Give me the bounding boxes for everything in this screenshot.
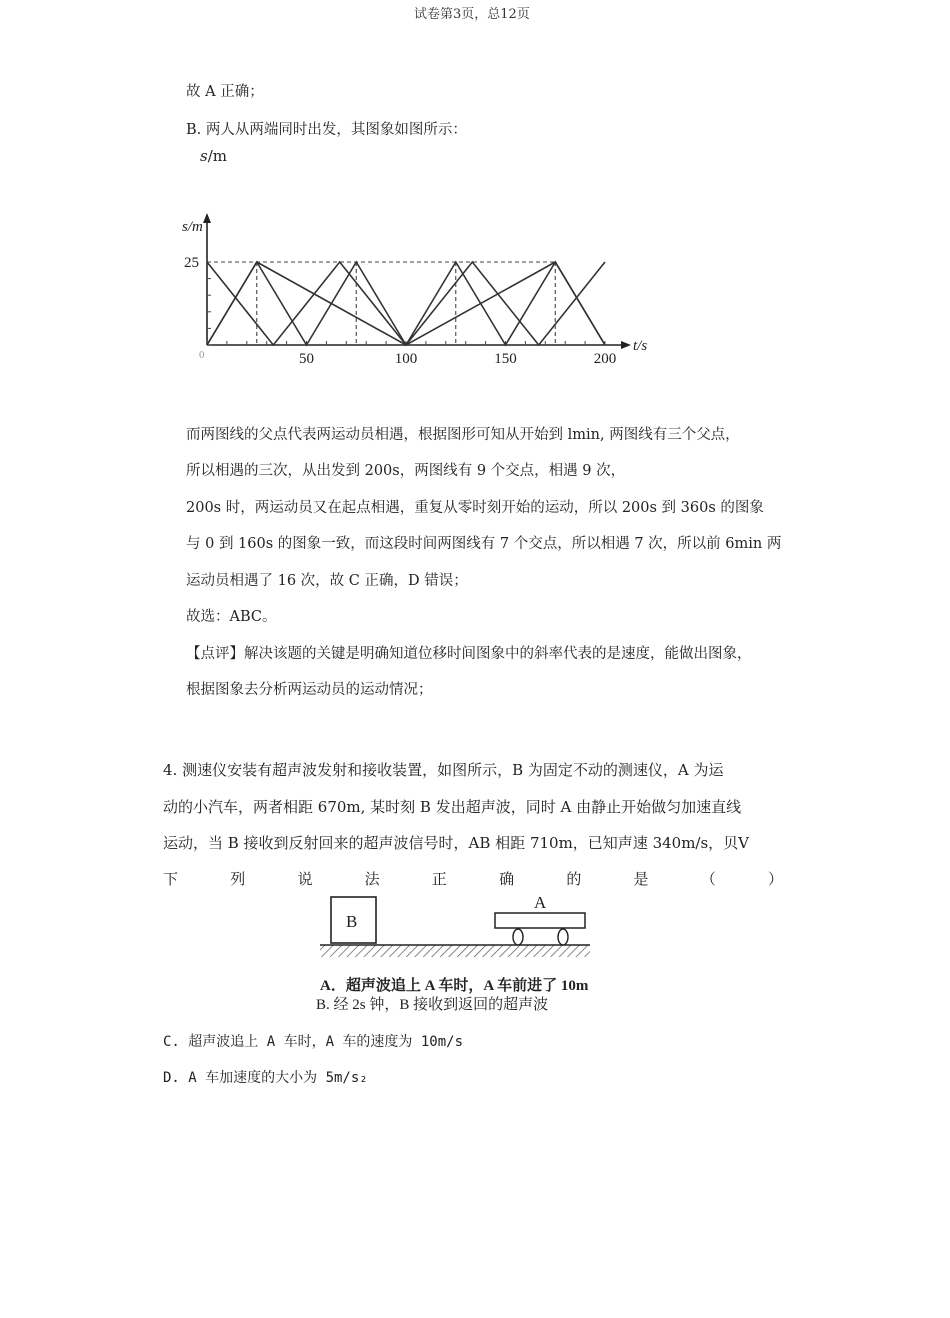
option-d: D. A 车加速度的大小为 5m/s₂ bbox=[163, 1070, 368, 1086]
spread-char: 确 bbox=[499, 870, 515, 888]
option-b: B. 经 2s 钟，B 接收到返回的超声波 bbox=[316, 997, 549, 1013]
spread-char: 法 bbox=[364, 870, 380, 888]
x-tick-label: 150 bbox=[494, 351, 517, 367]
x-tick-label: 200 bbox=[593, 351, 617, 367]
q4-stem-4 bbox=[163, 868, 783, 889]
ground-hatch bbox=[320, 945, 590, 957]
q3-para-6: 故选：ABC。 bbox=[186, 609, 277, 625]
spread-char: 正 bbox=[431, 870, 447, 888]
q3-para-1: 而两图线的父点代表两运动员相遇，根据图形可知从开始到 lmin, 两图线有三个父点， bbox=[186, 427, 740, 443]
car-a-body bbox=[495, 913, 585, 928]
series-line-2 bbox=[207, 262, 605, 345]
origin-label: 0 bbox=[199, 349, 205, 361]
y-tick-label: 25 bbox=[184, 255, 199, 271]
x-tick-label: 50 bbox=[299, 351, 314, 367]
car-a-wheel bbox=[513, 929, 523, 945]
x-axis-arrow bbox=[621, 341, 631, 349]
car-a-label: A bbox=[534, 893, 547, 912]
spread-char: 的 bbox=[566, 870, 582, 888]
series-line-1 bbox=[207, 262, 605, 345]
spread-char: ） bbox=[767, 870, 783, 888]
spread-char: 是 bbox=[633, 870, 649, 888]
q4-stem-1: 4. 测速仪安装有超声波发射和接收装置，如图所示，B 为固定不动的测速仪，A 为运 bbox=[163, 761, 724, 779]
car-speedometer-figure bbox=[318, 892, 593, 964]
option-c: C. 超声波追上 A 车时，A 车的速度为 10m/s bbox=[163, 1034, 464, 1050]
q3-para-3: 200s 时，两运动员又在起点相遇，重复从零时刻开始的运动，所以 200s 到 360s 的图象 bbox=[186, 500, 764, 516]
spread-char: 列 bbox=[230, 870, 246, 888]
page-header: 试卷第3页，总12页 bbox=[414, 7, 530, 22]
q3-comment-1: 【点评】解决该题的关键是明确知道位移时间图象中的斜率代表的是速度，能做出图象， bbox=[186, 646, 752, 662]
x-tick-label: 100 bbox=[394, 351, 418, 367]
x-axis-label: t/s bbox=[633, 338, 648, 354]
q4-stem-3: 运动，当 B 接收到反射回来的超声波信号时，AB 相距 710m，已知声速 340m/s，贝V bbox=[163, 834, 750, 852]
spread-char: 说 bbox=[297, 870, 313, 888]
q3-para-4: 与 0 到 160s 的图象一致，而这段时间两图线有 7 个交点，所以相遇 7 次，所以前 6min 两 bbox=[186, 536, 782, 552]
top-axis-label: s/m bbox=[200, 147, 227, 165]
spread-char: 下 bbox=[163, 870, 179, 888]
q4-stem-2: 动的小汽车，两者相距 670m, 某时刻 B 发出超声波，同时 A 由静止开始做匀加速直线 bbox=[163, 798, 742, 816]
car-a-wheel bbox=[558, 929, 568, 945]
q3-line-a: 故 A 正确； bbox=[186, 84, 264, 100]
spread-char: （ bbox=[700, 870, 716, 888]
q3-para-2: 所以相遇的三次，从出发到 200s，两图线有 9 个交点，相遇 9 次， bbox=[186, 463, 626, 479]
y-axis-arrow bbox=[203, 213, 211, 223]
displacement-time-chart bbox=[180, 205, 660, 380]
y-axis-label: s/m bbox=[182, 219, 203, 235]
option-a: A．超声波追上 A 车时，A 车前进了 10m bbox=[320, 978, 589, 994]
box-b-label: B bbox=[346, 912, 358, 931]
q3-para-5: 运动员相遇了 16 次，故 C 正确，D 错误； bbox=[186, 573, 468, 589]
q3-line-b: B. 两人从两端同时出发，其图象如图所示： bbox=[186, 122, 467, 138]
series-line-3 bbox=[207, 262, 605, 345]
q3-comment-2: 根据图象去分析两运动员的运动情况； bbox=[186, 682, 433, 698]
